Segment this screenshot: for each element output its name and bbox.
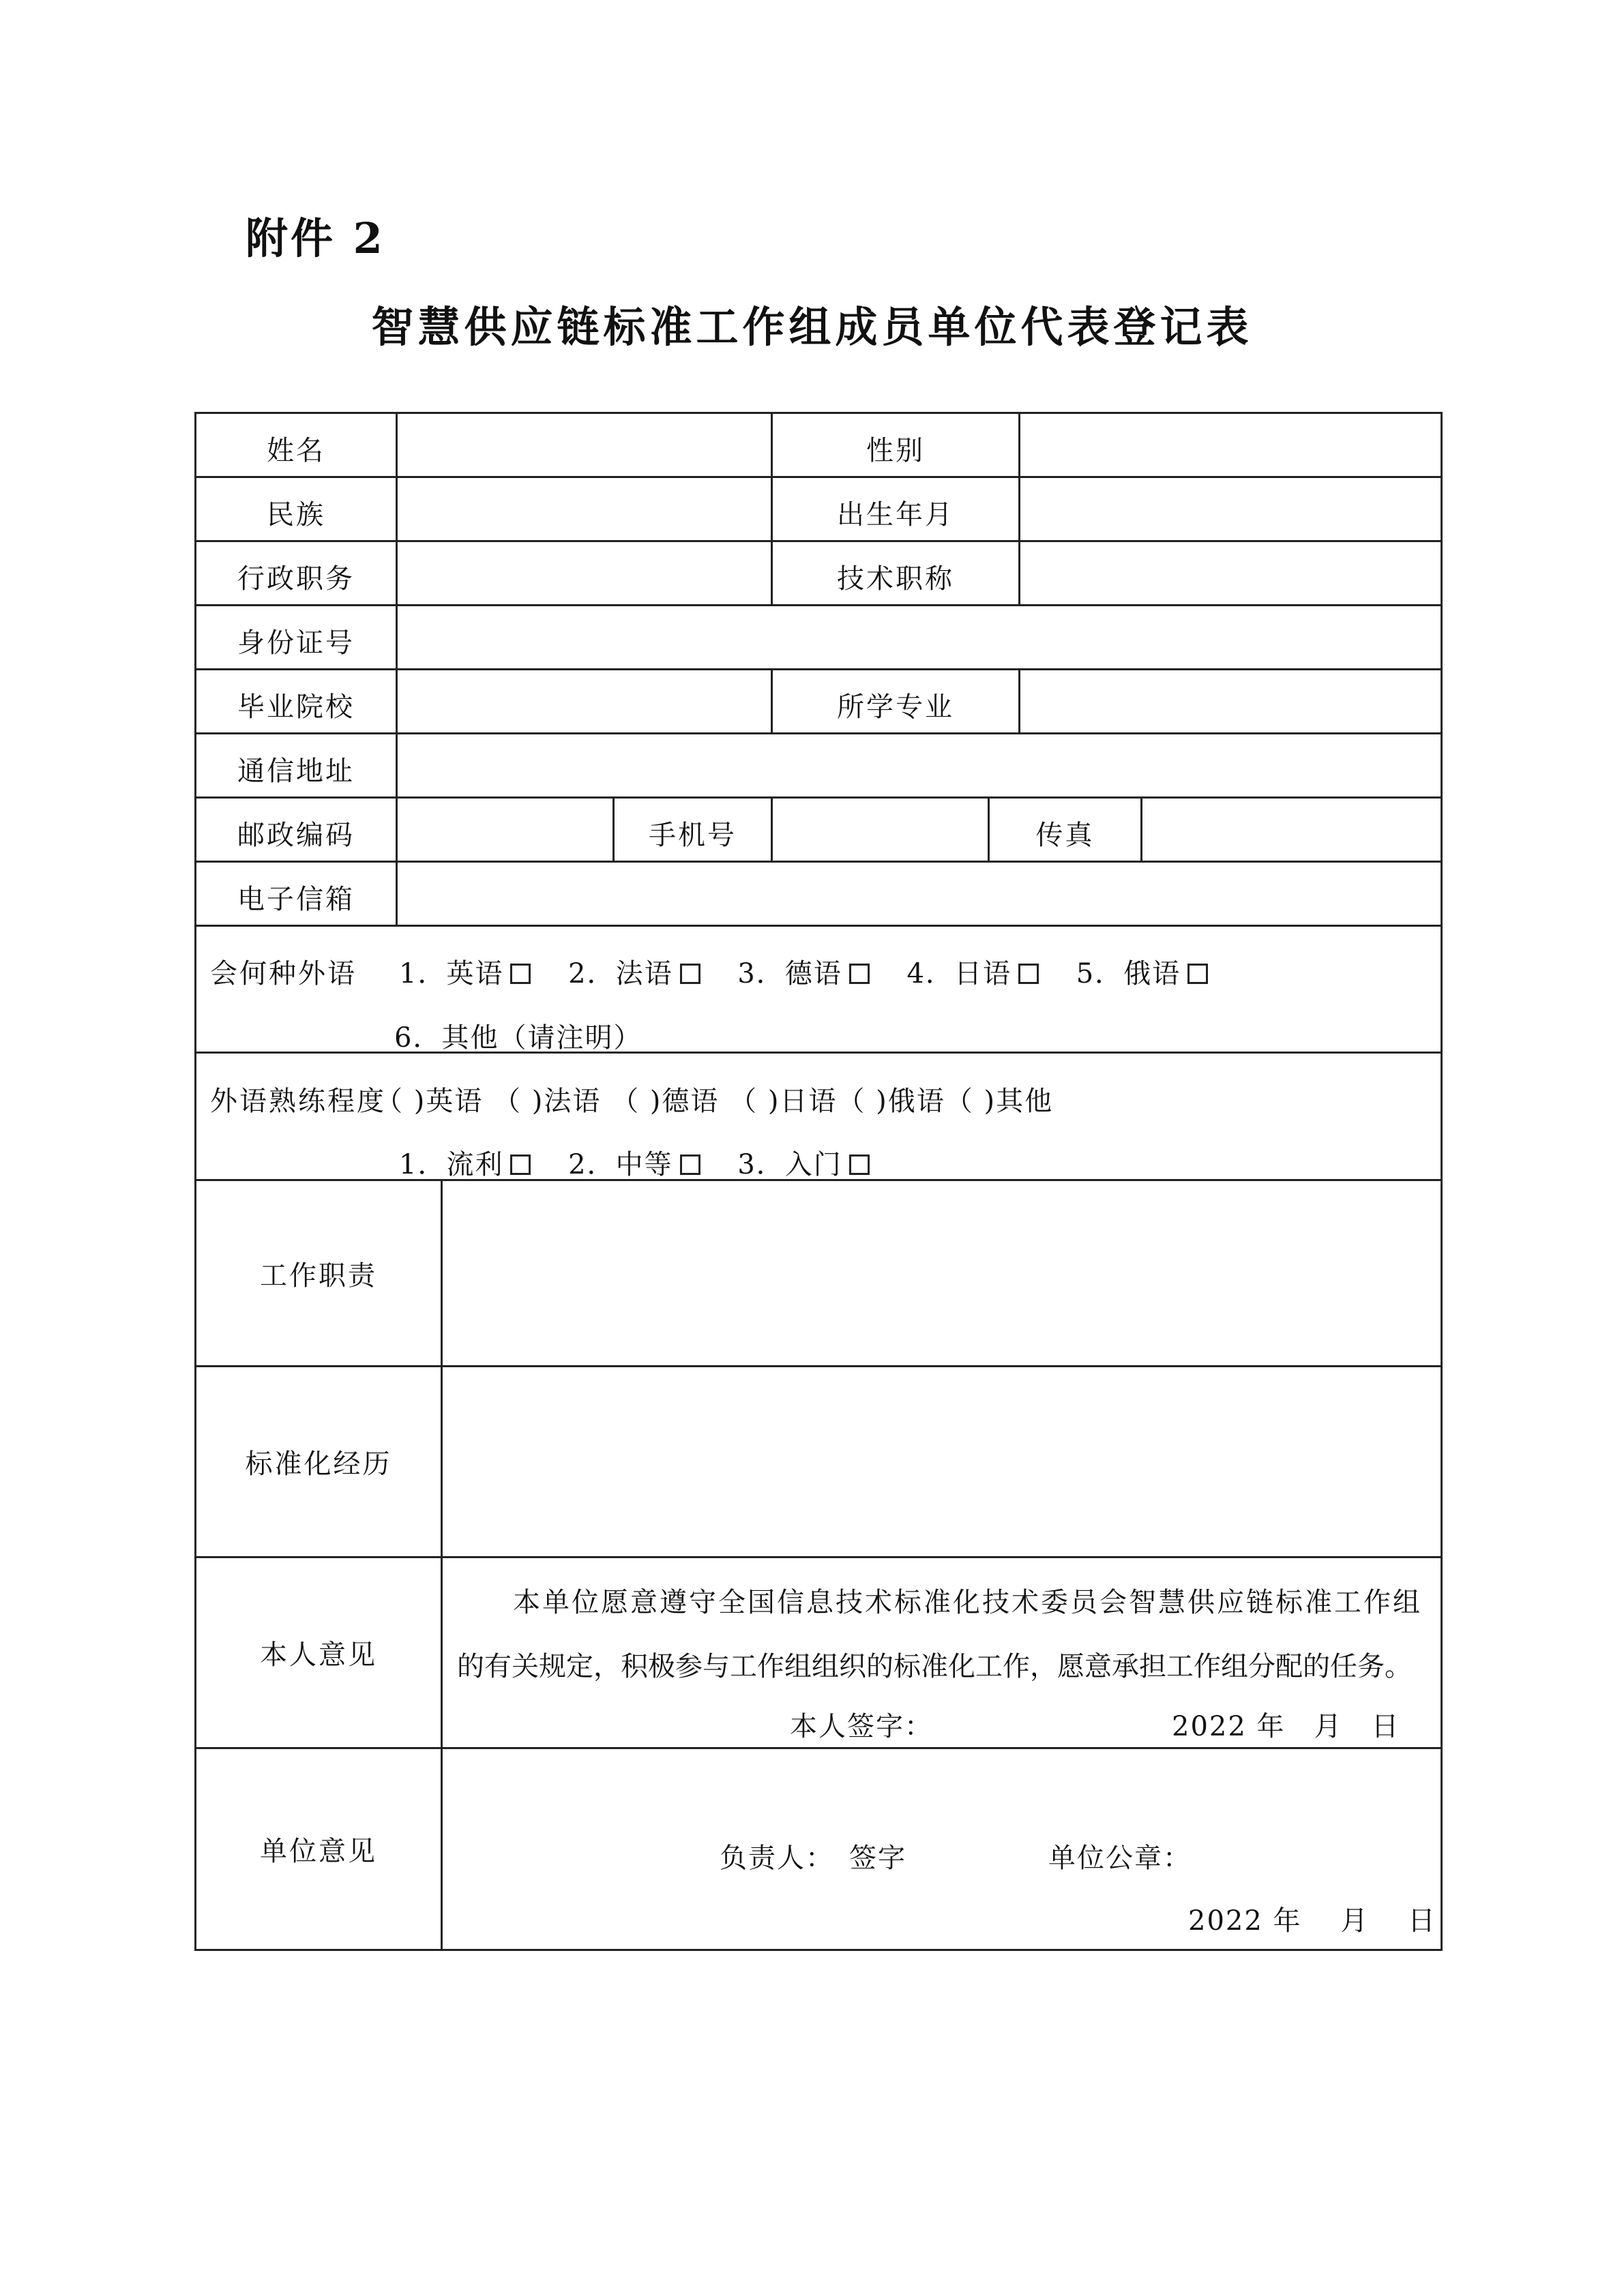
personal-signature-label[interactable]: 本人签字： — [790, 1711, 933, 1742]
language-option-english: 1．英语 — [399, 958, 504, 989]
ethnicity-label: 民族 — [267, 498, 325, 531]
standardization-label: 标准化经历 — [245, 1448, 392, 1480]
proficiency-levels — [399, 1143, 897, 1182]
fax-label: 传真 — [1035, 819, 1095, 851]
french-checkbox[interactable] — [680, 964, 700, 984]
language-option-japanese: 4．日语 — [906, 958, 1012, 989]
languages-label: 会何种外语 — [210, 958, 357, 989]
unit-opinion-label: 单位意见 — [260, 1836, 377, 1867]
name-label: 姓名 — [267, 434, 325, 466]
school-label: 毕业院校 — [237, 691, 355, 723]
duties-label: 工作职责 — [260, 1259, 377, 1292]
personal-opinion-date[interactable]: 2022 年 月 日 — [1172, 1711, 1400, 1742]
level-beginner: 3．入门 — [737, 1149, 842, 1180]
personal-opinion-text-line2: 的有关规定，积极参与工作组组织的标准化工作，愿意承担工作组分配的任务。 — [457, 1651, 1412, 1682]
standardization-field[interactable] — [443, 1367, 1441, 1556]
language-option-french: 2．法语 — [568, 958, 673, 989]
gender-field[interactable] — [1020, 414, 1441, 476]
address-field[interactable] — [398, 734, 1441, 796]
id-number-field[interactable] — [398, 606, 1441, 668]
level-intermediate: 2．中等 — [568, 1149, 673, 1180]
japanese-checkbox[interactable] — [1018, 964, 1039, 984]
proficiency-line[interactable]: （ )英语 （ )法语 （ )德语 （ )日语（ )俄语（ )其他 — [375, 1086, 1054, 1117]
major-label: 所学专业 — [837, 691, 954, 723]
attachment-label: 附件 2 — [246, 213, 385, 263]
gender-label: 性别 — [866, 434, 925, 466]
email-label: 电子信箱 — [237, 883, 355, 915]
id-number-label: 身份证号 — [237, 627, 355, 659]
intermediate-checkbox[interactable] — [680, 1154, 700, 1175]
german-checkbox[interactable] — [849, 964, 870, 984]
tech-title-field[interactable] — [1020, 542, 1441, 604]
languages-options — [399, 952, 1235, 991]
grid-line — [194, 1949, 1443, 1951]
grid-line — [1441, 412, 1443, 1951]
language-option-german: 3．德语 — [737, 958, 842, 989]
unit-leader-signature[interactable]: 负责人： 签字 — [720, 1843, 906, 1874]
english-checkbox[interactable] — [510, 964, 531, 984]
mobile-label: 手机号 — [649, 819, 737, 851]
school-field[interactable] — [398, 670, 771, 732]
duties-field[interactable] — [443, 1181, 1441, 1365]
level-fluent: 1．流利 — [399, 1149, 504, 1180]
admin-position-field[interactable] — [398, 542, 771, 604]
personal-opinion-text-line1: 本单位愿意遵守全国信息技术标准化技术委员会智慧供应链标准工作组 — [513, 1587, 1422, 1618]
tech-title-label: 技术职称 — [837, 563, 954, 595]
language-option-other[interactable]: 6．其他（请注明） — [394, 1022, 643, 1054]
language-option-russian: 5．俄语 — [1076, 958, 1181, 989]
major-field[interactable] — [1020, 670, 1441, 732]
fax-field[interactable] — [1142, 799, 1441, 861]
postcode-field[interactable] — [398, 799, 612, 861]
birth-label: 出生年月 — [837, 498, 954, 531]
personal-opinion-label: 本人意见 — [260, 1639, 377, 1671]
mobile-field[interactable] — [773, 799, 988, 861]
address-label: 通信地址 — [237, 755, 355, 787]
admin-position-label: 行政职务 — [237, 563, 355, 595]
unit-seal-label[interactable]: 单位公章： — [1048, 1843, 1192, 1874]
ethnicity-field[interactable] — [398, 478, 771, 540]
proficiency-label: 外语熟练程度 — [210, 1086, 386, 1117]
form-title: 智慧供应链标准工作组成员单位代表登记表 — [371, 302, 1253, 352]
russian-checkbox[interactable] — [1187, 964, 1208, 984]
email-field[interactable] — [398, 863, 1441, 925]
birth-field[interactable] — [1020, 478, 1441, 540]
beginner-checkbox[interactable] — [849, 1154, 870, 1175]
unit-opinion-date[interactable]: 2022 年 月 日 — [1188, 1905, 1436, 1937]
fluent-checkbox[interactable] — [510, 1154, 531, 1175]
postcode-label: 邮政编码 — [237, 819, 355, 851]
grid-line — [194, 1052, 1443, 1054]
name-field[interactable] — [398, 414, 771, 476]
